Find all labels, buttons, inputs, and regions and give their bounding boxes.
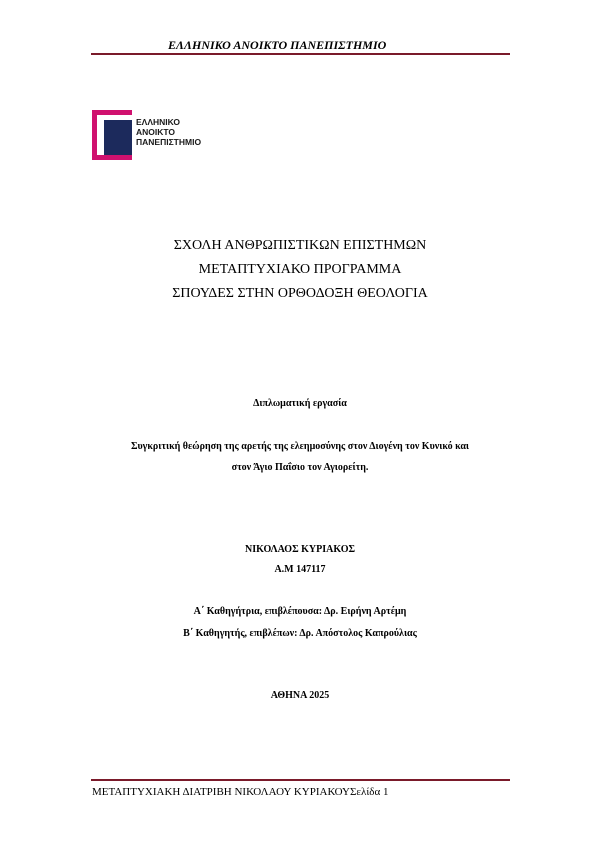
student-id: Α.Μ 147117: [274, 564, 326, 575]
logo-mark-icon: [92, 110, 132, 160]
school-block: [0, 234, 600, 306]
logo-text: [136, 117, 201, 147]
header-divider: [91, 53, 510, 55]
running-footer: ΜΕΤΑΠΤΥΧΙΑΚΗ ΔΙΑΤΡΙΒΗ ΝΙΚΟΛΑΟΥ ΚΥΡΙΑΚΟΥΣελίδα 1: [92, 786, 389, 798]
logo-line-1: ΕΛΛΗΝΙΚΟ: [136, 117, 181, 127]
program-field: ΣΠΟΥΔΕΣ ΣΤΗΝ ΟΡΘΟΔΟΞΗ ΘΕΟΛΟΓΙΑ: [172, 286, 428, 301]
thesis-title-line-1: Συγκριτική θεώρηση της αρετής της ελεημοσύνης στον Διογένη τον Κυνικό και: [130, 441, 470, 452]
school-name: ΣΧΟΛΗ ΑΝΘΡΩΠΙΣΤΙΚΩΝ ΕΠΙΣΤΗΜΩΝ: [173, 238, 427, 253]
logo-line-3: ΠΑΝΕΠΙΣΤΗΜΙΟ: [136, 137, 202, 147]
author-block: [0, 540, 600, 580]
program-name: ΜΕΤΑΠΤΥΧΙΑΚΟ ΠΡΟΓΡΑΜΜΑ: [198, 262, 402, 277]
city-year: ΑΘΗΝΑ 2025: [270, 690, 330, 701]
supervisors-block: [0, 601, 600, 645]
second-supervisor: Β΄ Καθηγητής, επιβλέπων: Δρ. Απόστολος Καπρούλιας: [183, 628, 417, 639]
first-supervisor: Α΄ Καθηγήτρια, επιβλέπουσα: Δρ. Ειρήνη Αρτέμη: [193, 606, 407, 617]
author-name: ΝΙΚΟΛΑΟΣ ΚΥΡΙΑΚΟΣ: [244, 544, 356, 555]
thesis-type-label: Διπλωματική εργασία: [253, 398, 347, 409]
thesis-title-line-2: στον Άγιο Παΐσιο τον Αγιορείτη.: [231, 462, 369, 473]
running-header: ΕΛΛΗΝΙΚΟ ΑΝΟΙΚΤΟ ΠΑΝΕΠΙΣΤΗΜΙΟ: [168, 38, 387, 52]
thesis-title: [0, 436, 600, 478]
logo-line-2: ΑΝΟΙΚΤΟ: [136, 127, 176, 137]
university-logo: [92, 110, 232, 160]
footer-divider: [91, 779, 510, 781]
